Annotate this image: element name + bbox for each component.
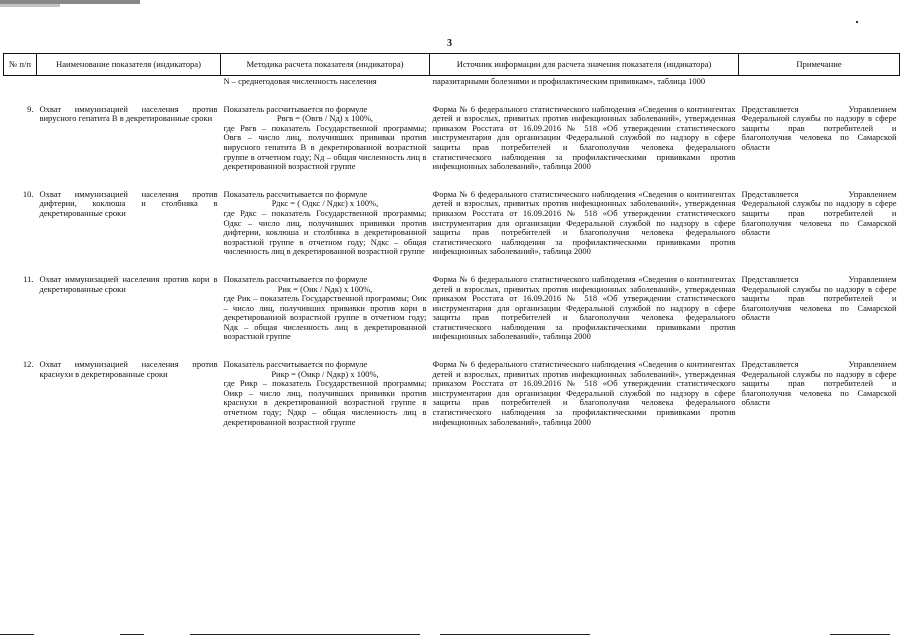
method-cell	[221, 360, 430, 427]
header-method: Методика расчета показателя (индикатора)	[221, 54, 430, 76]
page-number: 3	[447, 38, 452, 49]
method-formula: Рик = (Оик / Nдк) х 100%,	[277, 283, 373, 294]
table-row	[4, 275, 900, 342]
row-number: 12.	[22, 359, 34, 370]
scan-artifact	[830, 634, 890, 635]
row-number: 9.	[27, 103, 34, 114]
method-formula: Рикр = (Оикр / Nдкр) х 100%,	[271, 368, 379, 379]
table-row	[4, 190, 900, 257]
note-cell: Представляется Управлением Федеральной службы по надзору в сфере защиты прав потребителей и благополучия человека по Самарской области	[741, 103, 897, 152]
source-cell: Форма № 6 федерального статистического наблюдения «Сведения о контингентах детей и взрослых, привитых против инфекционных заболеваний», утвержденная приказом Росстата от 16.09.2016 № 518 «Об утверждении статистического инструментария для организации Федеральной службой по надзору в сфере защиты прав потребителей и благополучия человека федерального статистического наблюдения за профилактическими прививками против инфекционных заболеваний», таблица 2000	[432, 359, 736, 427]
scan-artifact	[120, 634, 144, 635]
scan-artifact	[0, 634, 34, 635]
scan-artifact	[0, 4, 60, 7]
continuation-source: паразитарными болезнями и профилактическим прививкам», таблица 1000	[432, 76, 706, 86]
method-intro: Показатель рассчитывается по формуле	[223, 273, 368, 284]
continuation-row	[4, 76, 900, 87]
method-description: где Рик – показатель Государственной программы; Оик – число лиц, получивших прививки против кори в декретированной возрастной группе в отчетном году; Nдк – общая численность лиц в декретированной возрастной группе	[223, 293, 427, 342]
continuation-method: N – среднегодовая численность населения	[223, 76, 377, 86]
note-cell: Представляется Управлением Федеральной службы по надзору в сфере защиты прав потребителей и благополучия человека по Самарской области	[741, 359, 897, 408]
method-cell	[221, 190, 430, 257]
note-cell: Представляется Управлением Федеральной службы по надзору в сфере защиты прав потребителей и благополучия человека по Самарской области	[741, 188, 897, 238]
row-number: 11.	[23, 273, 34, 284]
scan-artifact	[440, 634, 590, 635]
method-intro: Показатель рассчитывается по формуле	[223, 359, 368, 370]
indicator-name: Охват иммунизацией населения против кори в декретированные сроки	[39, 273, 218, 294]
source-cell: Форма № 6 федерального статистического наблюдения «Сведения о контингентах детей и взрослых, привитых против инфекционных заболеваний», утвержденная приказом Росстата от 16.09.2016 № 518 «Об утверждении статистического инструментария для организации Федеральной службой по надзору в сфере защиты прав потребителей и благополучия человека федерального статистического наблюдения за профилактическими прививками против инфекционных заболеваний», таблица 2000	[432, 103, 736, 172]
scan-artifact	[190, 634, 420, 635]
row-spacer	[4, 87, 900, 105]
method-description: где Рдкс – показатель Государственной программы; Одкс – число лиц, получивших прививки против дифтерии, коклюша и столбняка в декретированной возрастной группе в отчетном году; Nдкс – общая численность лиц в декретированной возрастной группе	[223, 207, 427, 257]
method-formula: Рвгв = (Овгв / Nд) х 100%,	[276, 113, 374, 124]
method-description: где Рикр – показатель Государственной программы; Оикр – число лиц, получивших прививки против краснухи в декретированной возрастной группе в отчетном году; Nдкр – общая численность лиц в декретированной возрастной группе	[223, 378, 427, 427]
method-description: где Рвгв – показатель Государственной программы; Овгв – число лиц, получивших прививки против вирусного гепатита В в декретированной возрастной группе в отчетном году; Nд – общая численность лиц в декретированной возрастной группе	[223, 122, 427, 172]
indicator-name: Охват иммунизацией населения против краснухи в декретированные сроки	[39, 359, 218, 379]
table-row	[4, 105, 900, 172]
indicator-name: Охват иммунизацией населения против вирусного гепатита В в декретированные сроки	[39, 103, 218, 124]
table-header-row	[4, 54, 900, 76]
row-spacer	[4, 172, 900, 190]
method-cell	[221, 105, 430, 172]
method-intro: Показатель рассчитывается по формуле	[223, 103, 368, 114]
scan-speck	[856, 21, 858, 23]
note-cell: Представляется Управлением Федеральной службы по надзору в сфере защиты прав потребителей и благополучия человека по Самарской области	[741, 273, 897, 323]
indicators-table	[3, 53, 900, 427]
method-intro: Показатель рассчитывается по формуле	[223, 188, 368, 199]
row-spacer	[4, 257, 900, 275]
method-formula: Рдкс = ( Одкс / Nдкс) х 100%,	[271, 198, 379, 209]
header-num: № п/п	[4, 54, 37, 76]
source-cell: Форма № 6 федерального статистического наблюдения «Сведения о контингентах детей и взрослых, привитых против инфекционных заболеваний», утвержденная приказом Росстата от 16.09.2016 № 518 «Об утверждении статистического инструментария для организации Федеральной службой по надзору в сфере защиты прав потребителей и благополучия человека федерального статистического наблюдения за профилактическими прививками против инфекционных заболеваний», таблица 2000	[432, 273, 736, 342]
method-cell	[221, 275, 430, 342]
indicator-name: Охват иммунизацией населения против дифтерии, коклюша и столбняка в декретированные сроки	[39, 188, 218, 218]
header-note: Примечание	[739, 54, 900, 76]
row-spacer	[4, 342, 900, 360]
row-number: 10.	[22, 188, 34, 199]
header-name: Наименование показателя (индикатора)	[37, 54, 221, 76]
header-source: Источник информации для расчета значения показателя (индикатора)	[430, 54, 739, 76]
source-cell: Форма № 6 федерального статистического наблюдения «Сведения о контингентах детей и взрослых, привитых против инфекционных заболеваний», утвержденная приказом Росстата от 16.09.2016 № 518 «Об утверждении статистического инструментария для организации Федеральной службой по надзору в сфере защиты прав потребителей и благополучия человека федерального статистического наблюдения за профилактическими прививками против инфекционных заболеваний», таблица 2000	[432, 188, 736, 257]
table-row	[4, 360, 900, 427]
